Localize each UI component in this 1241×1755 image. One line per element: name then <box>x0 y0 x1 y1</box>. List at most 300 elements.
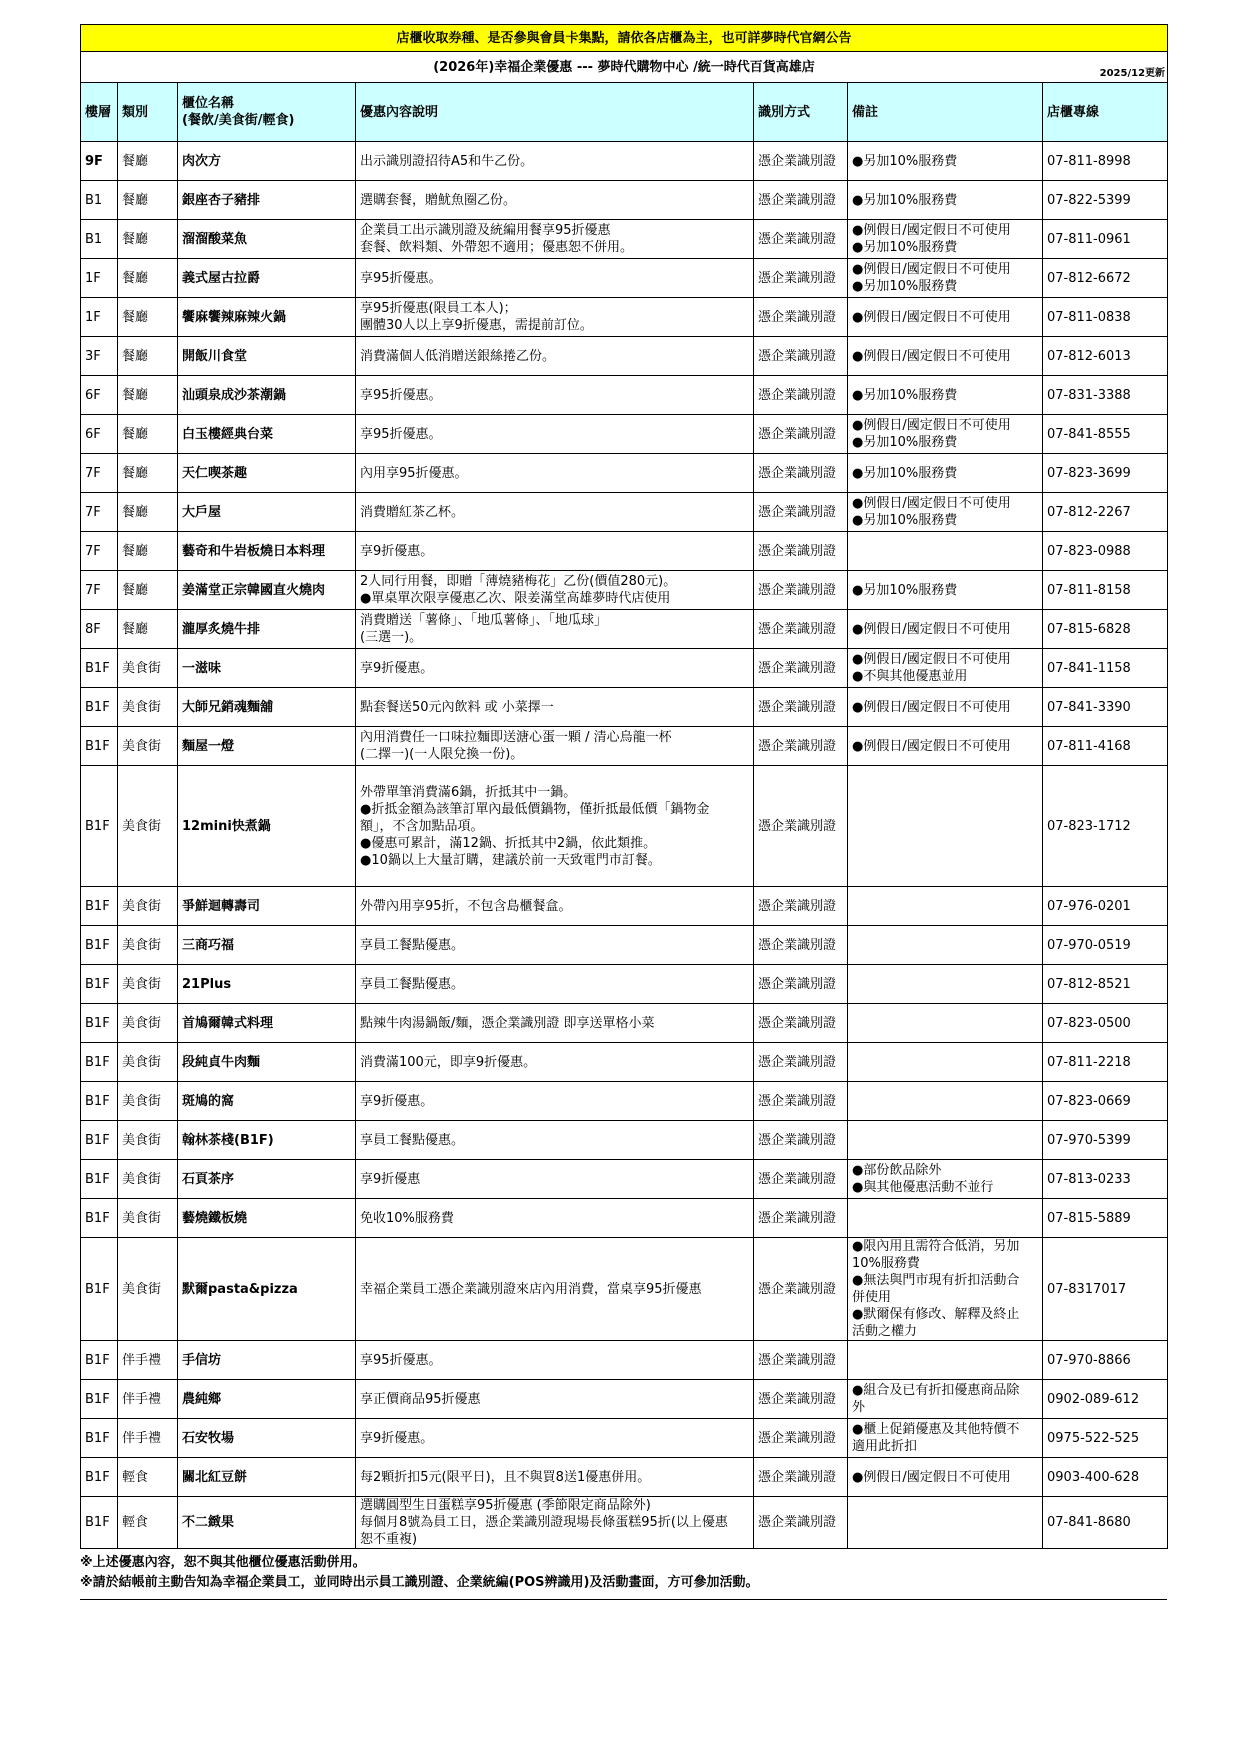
offer-cell <box>356 1043 754 1082</box>
remark-cell-line: ●無法與門市現有折扣活動合 <box>852 1273 1020 1288</box>
offer-cell <box>356 766 754 887</box>
method-cell: 憑企業識別證 <box>754 376 848 415</box>
floor-cell: B1F <box>81 649 118 688</box>
remark-cell-line: ●不與其他優惠並用 <box>852 669 968 684</box>
phone-cell: 07-831-3388 <box>1043 376 1168 415</box>
table-row <box>81 727 1168 766</box>
header-floor: 樓層 <box>81 83 118 142</box>
category-cell: 美食街 <box>118 1043 178 1082</box>
table-row <box>81 766 1168 887</box>
method-cell: 憑企業識別證 <box>754 493 848 532</box>
method-cell: 憑企業識別證 <box>754 1199 848 1238</box>
shop-name-cell: 關北紅豆餅 <box>178 1458 356 1497</box>
remark-cell-line: 併使用 <box>852 1290 892 1305</box>
offer-cell-line: 享95折優惠(限員工本人)； <box>360 301 517 316</box>
remark-cell <box>848 1341 1043 1380</box>
offer-cell-line: 享95折優惠。 <box>360 270 442 286</box>
remark-cell-line: ●另加10%服務費 <box>852 387 958 403</box>
category-cell: 美食街 <box>118 1160 178 1199</box>
offer-cell <box>356 887 754 926</box>
offer-cell <box>356 181 754 220</box>
remark-cell-line: ●例假日/國定假日不可使用 <box>852 652 1011 667</box>
offer-cell <box>356 298 754 337</box>
offer-cell <box>356 1380 754 1419</box>
table-row <box>81 1160 1168 1199</box>
method-cell: 憑企業識別證 <box>754 259 848 298</box>
phone-cell: 0975-522-525 <box>1043 1419 1168 1458</box>
offer-cell-line: 享員工餐點優惠。 <box>360 976 465 992</box>
shop-name-cell: 斑鳩的窩 <box>178 1082 356 1121</box>
offer-cell <box>356 493 754 532</box>
table-row <box>81 649 1168 688</box>
remark-cell-line: 外 <box>852 1400 866 1415</box>
offer-cell-line: 享9折優惠 <box>360 1171 421 1187</box>
offer-cell <box>356 1419 754 1458</box>
offer-cell-line: 選購套餐，贈魷魚圈乙份。 <box>360 192 517 208</box>
offer-cell <box>356 415 754 454</box>
table-row <box>81 1419 1168 1458</box>
phone-cell: 07-822-5399 <box>1043 181 1168 220</box>
shop-name-cell: 石安牧場 <box>178 1419 356 1458</box>
offer-cell <box>356 1082 754 1121</box>
category-cell: 伴手禮 <box>118 1419 178 1458</box>
category-cell: 伴手禮 <box>118 1341 178 1380</box>
category-cell: 伴手禮 <box>118 1380 178 1419</box>
remark-cell <box>848 259 1043 298</box>
updated-date: 2025/12更新 <box>1099 68 1166 79</box>
table-row <box>81 1043 1168 1082</box>
remark-cell-line: ●組合及已有折扣優惠商品除 <box>852 1383 1020 1398</box>
offer-cell-line: 額」，不含加點品項。 <box>360 818 484 834</box>
offer-cell-line: 每2顆折扣5元(限平日)，且不與買8送1優惠併用。 <box>360 1469 651 1485</box>
floor-cell: B1F <box>81 727 118 766</box>
remark-cell <box>848 298 1043 337</box>
floor-cell: 1F <box>81 298 118 337</box>
remark-cell-line: ●默爾保有修改、解釋及終止 <box>852 1307 1020 1322</box>
offer-cell <box>356 1121 754 1160</box>
table-header-row <box>81 83 1168 142</box>
remark-cell-line: ●另加10%服務費 <box>852 435 958 450</box>
method-cell: 憑企業識別證 <box>754 181 848 220</box>
remark-cell <box>848 1238 1043 1341</box>
floor-cell: B1F <box>81 1004 118 1043</box>
offer-cell <box>356 727 754 766</box>
floor-cell: B1F <box>81 688 118 727</box>
remark-cell-line: ●另加10%服務費 <box>852 153 958 169</box>
table-row <box>81 532 1168 571</box>
remark-cell <box>848 1199 1043 1238</box>
phone-cell: 07-811-2218 <box>1043 1043 1168 1082</box>
offer-cell-line: 免收10%服務費 <box>360 1210 454 1226</box>
remark-cell <box>848 610 1043 649</box>
offer-cell-line: 享員工餐點優惠。 <box>360 937 465 953</box>
phone-cell: 07-812-2267 <box>1043 493 1168 532</box>
floor-cell: 7F <box>81 532 118 571</box>
offer-cell <box>356 688 754 727</box>
remark-cell <box>848 181 1043 220</box>
offer-cell-line: 點套餐送50元內飲料 或 小菜擇一 <box>360 699 554 715</box>
table-row <box>81 298 1168 337</box>
floor-cell: 1F <box>81 259 118 298</box>
promotion-sheet <box>80 24 1167 1600</box>
category-cell: 美食街 <box>118 1082 178 1121</box>
floor-cell: B1F <box>81 1082 118 1121</box>
category-cell: 美食街 <box>118 926 178 965</box>
sheet-title <box>81 52 1168 83</box>
footnotes <box>80 1553 1167 1593</box>
floor-cell: 3F <box>81 337 118 376</box>
table-row <box>81 415 1168 454</box>
table-row <box>81 1121 1168 1160</box>
phone-cell: 07-970-0519 <box>1043 926 1168 965</box>
offer-cell <box>356 259 754 298</box>
shop-name-cell: 麵屋一燈 <box>178 727 356 766</box>
method-cell: 憑企業識別證 <box>754 926 848 965</box>
remark-cell <box>848 1497 1043 1549</box>
floor-cell: B1F <box>81 766 118 887</box>
floor-cell: B1 <box>81 181 118 220</box>
offer-cell-line: 享9折優惠。 <box>360 1093 434 1109</box>
table-row <box>81 337 1168 376</box>
header-phone: 店櫃專線 <box>1043 83 1168 142</box>
offer-cell-line: (三選一)。 <box>360 630 423 645</box>
method-cell: 憑企業識別證 <box>754 454 848 493</box>
category-cell: 餐廳 <box>118 142 178 181</box>
table-row <box>81 493 1168 532</box>
method-cell: 憑企業識別證 <box>754 571 848 610</box>
method-cell: 憑企業識別證 <box>754 965 848 1004</box>
offer-cell-line: 幸福企業員工憑企業識別證來店內用消費，當桌享95折優惠 <box>360 1281 702 1297</box>
method-cell: 憑企業識別證 <box>754 220 848 259</box>
remark-cell <box>848 376 1043 415</box>
floor-cell: B1F <box>81 1458 118 1497</box>
remark-cell-line: ●例假日/國定假日不可使用 <box>852 738 1011 754</box>
shop-name-cell: 默爾pasta&pizza <box>178 1238 356 1341</box>
remark-cell-line: ●另加10%服務費 <box>852 240 958 255</box>
table-row <box>81 1341 1168 1380</box>
method-cell: 憑企業識別證 <box>754 1419 848 1458</box>
remark-cell <box>848 887 1043 926</box>
offer-cell-line: 消費滿個人低消贈送銀絲捲乙份。 <box>360 348 556 364</box>
shop-name-cell: 首鳩爾韓式料理 <box>178 1004 356 1043</box>
table-row <box>81 454 1168 493</box>
remark-cell-line: ●例假日/國定假日不可使用 <box>852 262 1011 277</box>
floor-cell: B1F <box>81 1199 118 1238</box>
shop-name-cell: 姜滿堂正宗韓國直火燒肉 <box>178 571 356 610</box>
phone-cell: 07-815-6828 <box>1043 610 1168 649</box>
remark-cell <box>848 649 1043 688</box>
method-cell: 憑企業識別證 <box>754 610 848 649</box>
offer-cell <box>356 610 754 649</box>
category-cell: 美食街 <box>118 965 178 1004</box>
table-row <box>81 926 1168 965</box>
offer-cell <box>356 532 754 571</box>
table-row <box>81 1199 1168 1238</box>
shop-name-cell: 一滋味 <box>178 649 356 688</box>
offer-cell <box>356 965 754 1004</box>
shop-name-cell: 三商巧福 <box>178 926 356 965</box>
phone-cell: 07-841-8555 <box>1043 415 1168 454</box>
offer-cell-line: 點辣牛肉湯鍋飯/麵，憑企業識別證 即享送單格小菜 <box>360 1015 655 1031</box>
shop-name-cell: 溜溜酸菜魚 <box>178 220 356 259</box>
remark-cell <box>848 493 1043 532</box>
category-cell: 餐廳 <box>118 454 178 493</box>
shop-name-cell: 翰林茶棧(B1F) <box>178 1121 356 1160</box>
remark-cell <box>848 1043 1043 1082</box>
table-row <box>81 1497 1168 1549</box>
category-cell: 餐廳 <box>118 298 178 337</box>
floor-cell: B1F <box>81 1341 118 1380</box>
offer-cell-line: ●優惠可累計，滿12鍋、折抵其中2鍋，依此類推。 <box>360 835 657 851</box>
table-row <box>81 1458 1168 1497</box>
method-cell: 憑企業識別證 <box>754 1160 848 1199</box>
offer-cell <box>356 1199 754 1238</box>
phone-cell: 07-823-0500 <box>1043 1004 1168 1043</box>
phone-cell: 07-823-3699 <box>1043 454 1168 493</box>
offer-cell-line: ●10鍋以上大量訂購，建議於前一天致電門市訂餐。 <box>360 852 661 868</box>
offer-cell <box>356 1004 754 1043</box>
offer-cell-line: 享員工餐點優惠。 <box>360 1132 465 1148</box>
shop-name-cell: 爭鮮迴轉壽司 <box>178 887 356 926</box>
shop-name-cell: 12mini快煮鍋 <box>178 766 356 887</box>
offer-cell <box>356 1341 754 1380</box>
floor-cell: B1F <box>81 1043 118 1082</box>
category-cell: 餐廳 <box>118 610 178 649</box>
category-cell: 美食街 <box>118 649 178 688</box>
phone-cell: 07-976-0201 <box>1043 887 1168 926</box>
remark-cell <box>848 926 1043 965</box>
remark-cell-line: ●例假日/國定假日不可使用 <box>852 496 1011 511</box>
offer-cell-line: 出示識別證招待A5和牛乙份。 <box>360 153 534 169</box>
remark-cell <box>848 965 1043 1004</box>
remark-cell-line: ●另加10%服務費 <box>852 582 958 598</box>
floor-cell: B1F <box>81 887 118 926</box>
category-cell: 輕食 <box>118 1497 178 1549</box>
floor-cell: B1F <box>81 1380 118 1419</box>
offer-cell <box>356 649 754 688</box>
category-cell: 美食街 <box>118 1199 178 1238</box>
shop-name-cell: 農純鄉 <box>178 1380 356 1419</box>
method-cell: 憑企業識別證 <box>754 1043 848 1082</box>
shop-name-cell: 義式屋古拉爵 <box>178 259 356 298</box>
method-cell: 憑企業識別證 <box>754 1082 848 1121</box>
offer-cell-line: 外帶內用享95折，不包含島櫃餐盒。 <box>360 898 572 914</box>
floor-cell: B1F <box>81 1419 118 1458</box>
shop-name-cell: 大師兄銷魂麵舖 <box>178 688 356 727</box>
offer-cell-line: 消費贈送「薯條」、「地瓜薯條」、「地瓜球」 <box>360 613 608 628</box>
header-name-line1: 櫃位名稱 <box>182 96 235 111</box>
offer-cell <box>356 1160 754 1199</box>
phone-cell: 07-823-1712 <box>1043 766 1168 887</box>
remark-cell <box>848 1121 1043 1160</box>
offer-cell <box>356 142 754 181</box>
remark-cell <box>848 1160 1043 1199</box>
offer-cell <box>356 337 754 376</box>
table-row <box>81 688 1168 727</box>
category-cell: 美食街 <box>118 1004 178 1043</box>
floor-cell: 7F <box>81 493 118 532</box>
offer-cell-line: 享正價商品95折優惠 <box>360 1391 481 1407</box>
method-cell: 憑企業識別證 <box>754 649 848 688</box>
category-cell: 餐廳 <box>118 220 178 259</box>
category-cell: 餐廳 <box>118 493 178 532</box>
phone-cell: 07-811-8998 <box>1043 142 1168 181</box>
remark-cell <box>848 1082 1043 1121</box>
shop-name-cell: 饗麻饗辣麻辣火鍋 <box>178 298 356 337</box>
category-cell: 餐廳 <box>118 259 178 298</box>
table-row <box>81 259 1168 298</box>
table-row <box>81 376 1168 415</box>
header-remark: 備註 <box>848 83 1043 142</box>
phone-cell: 07-823-0988 <box>1043 532 1168 571</box>
header-method: 識別方式 <box>754 83 848 142</box>
table-row <box>81 887 1168 926</box>
offer-cell-line: 享9折優惠。 <box>360 660 434 676</box>
offer-cell <box>356 926 754 965</box>
bottom-divider <box>80 1599 1167 1600</box>
offer-cell <box>356 1458 754 1497</box>
shop-name-cell: 段純貞牛肉麵 <box>178 1043 356 1082</box>
phone-cell: 07-970-5399 <box>1043 1121 1168 1160</box>
shop-name-cell: 藝燒鐵板燒 <box>178 1199 356 1238</box>
shop-name-cell: 瀧厚炙燒牛排 <box>178 610 356 649</box>
sheet-title-text: (2026年)幸福企業優惠 --- 夢時代購物中心 /統一時代百貨高雄店 <box>433 59 815 75</box>
remark-cell <box>848 688 1043 727</box>
offer-cell-line: (二擇一)(一人限兌換一份)。 <box>360 747 524 762</box>
offer-cell-line: ●單桌單次限享優惠乙次、限姜滿堂高雄夢時代店使用 <box>360 591 671 606</box>
floor-cell: 7F <box>81 571 118 610</box>
method-cell: 憑企業識別證 <box>754 1121 848 1160</box>
shop-name-cell: 藝奇和牛岩板燒日本料理 <box>178 532 356 571</box>
phone-cell: 07-811-8158 <box>1043 571 1168 610</box>
table-row <box>81 610 1168 649</box>
offer-cell <box>356 376 754 415</box>
remark-cell <box>848 1419 1043 1458</box>
remark-cell <box>848 1458 1043 1497</box>
method-cell: 憑企業識別證 <box>754 1238 848 1341</box>
phone-cell: 07-841-8680 <box>1043 1497 1168 1549</box>
remark-cell-line: 10%服務費 <box>852 1256 920 1271</box>
method-cell: 憑企業識別證 <box>754 1458 848 1497</box>
remark-cell-line: ●與其他優惠活動不並行 <box>852 1180 994 1195</box>
offer-cell-line: 消費滿100元，即享9折優惠。 <box>360 1054 537 1070</box>
offer-cell-line: 2人同行用餐，即贈「薄燒豬梅花」乙份(價值280元)。 <box>360 574 677 589</box>
category-cell: 美食街 <box>118 887 178 926</box>
table-row <box>81 220 1168 259</box>
remark-cell <box>848 454 1043 493</box>
offer-cell-line: 選購圓型生日蛋糕享95折優惠 (季節限定商品除外) <box>360 1498 651 1513</box>
footnote: ※上述優惠內容，恕不與其他櫃位優惠活動併用。 <box>80 1555 366 1570</box>
offer-cell <box>356 454 754 493</box>
phone-cell: 07-812-6013 <box>1043 337 1168 376</box>
category-cell: 美食街 <box>118 1238 178 1341</box>
floor-cell: 6F <box>81 415 118 454</box>
remark-cell-line: ●另加10%服務費 <box>852 192 958 208</box>
shop-name-cell: 天仁喫茶趣 <box>178 454 356 493</box>
remark-cell-line: 適用此折扣 <box>852 1439 918 1454</box>
remark-cell <box>848 532 1043 571</box>
phone-cell: 0903-400-628 <box>1043 1458 1168 1497</box>
shop-name-cell: 銀座杏子豬排 <box>178 181 356 220</box>
phone-cell: 07-812-8521 <box>1043 965 1168 1004</box>
table-row <box>81 1380 1168 1419</box>
offer-cell-line: 享9折優惠。 <box>360 1430 434 1446</box>
offer-cell-line: 企業員工出示識別證及統編用餐享95折優惠 <box>360 223 611 238</box>
remark-cell <box>848 571 1043 610</box>
category-cell: 餐廳 <box>118 415 178 454</box>
remark-cell-line: ●例假日/國定假日不可使用 <box>852 223 1011 238</box>
remark-cell <box>848 415 1043 454</box>
table-row <box>81 1082 1168 1121</box>
table-row <box>81 965 1168 1004</box>
offer-cell-line: 恕不重複) <box>360 1532 418 1547</box>
floor-cell: 7F <box>81 454 118 493</box>
header-name-line2: (餐飲/美食街/輕食) <box>182 113 295 128</box>
floor-cell: B1F <box>81 1160 118 1199</box>
offer-cell-line: 套餐、飲料類、外帶恕不適用；優惠恕不併用。 <box>360 240 634 255</box>
phone-cell: 07-841-3390 <box>1043 688 1168 727</box>
remark-cell <box>848 220 1043 259</box>
floor-cell: B1F <box>81 1121 118 1160</box>
floor-cell: B1F <box>81 926 118 965</box>
method-cell: 憑企業識別證 <box>754 532 848 571</box>
offer-cell-line: ●折抵金額為該筆訂單內最低價鍋物，僅折抵最低價「鍋物金 <box>360 801 710 817</box>
phone-cell: 07-812-6672 <box>1043 259 1168 298</box>
floor-cell: B1 <box>81 220 118 259</box>
phone-cell: 07-813-0233 <box>1043 1160 1168 1199</box>
remark-cell-line: 活動之權力 <box>852 1324 918 1339</box>
phone-cell: 07-815-5889 <box>1043 1199 1168 1238</box>
shop-name-cell: 白玉樓經典台菜 <box>178 415 356 454</box>
offer-table <box>80 24 1168 1549</box>
floor-cell: B1F <box>81 1497 118 1549</box>
offer-cell-line: 消費贈紅茶乙杯。 <box>360 504 465 520</box>
category-cell: 餐廳 <box>118 181 178 220</box>
method-cell: 憑企業識別證 <box>754 298 848 337</box>
method-cell: 憑企業識別證 <box>754 1380 848 1419</box>
floor-cell: 6F <box>81 376 118 415</box>
shop-name-cell: 大戶屋 <box>178 493 356 532</box>
offer-cell-line: 享95折優惠。 <box>360 426 442 442</box>
table-row <box>81 571 1168 610</box>
method-cell: 憑企業識別證 <box>754 142 848 181</box>
phone-cell: 07-811-4168 <box>1043 727 1168 766</box>
method-cell: 憑企業識別證 <box>754 688 848 727</box>
shop-name-cell: 手信坊 <box>178 1341 356 1380</box>
phone-cell: 07-8317017 <box>1043 1238 1168 1341</box>
category-cell: 美食街 <box>118 688 178 727</box>
remark-cell <box>848 1380 1043 1419</box>
shop-name-cell: 開飯川食堂 <box>178 337 356 376</box>
table-row <box>81 181 1168 220</box>
header-name <box>178 83 356 142</box>
remark-cell-line: ●例假日/國定假日不可使用 <box>852 699 1011 715</box>
remark-cell-line: ●另加10%服務費 <box>852 513 958 528</box>
remark-cell-line: ●另加10%服務費 <box>852 279 958 294</box>
offer-cell <box>356 1497 754 1549</box>
remark-cell-line: ●另加10%服務費 <box>852 465 958 481</box>
notice-banner: 店櫃收取券種、是否參與會員卡集點，請依各店櫃為主，也可詳夢時代官網公告 <box>81 25 1168 52</box>
table-row <box>81 142 1168 181</box>
header-category: 類別 <box>118 83 178 142</box>
method-cell: 憑企業識別證 <box>754 1004 848 1043</box>
method-cell: 憑企業識別證 <box>754 337 848 376</box>
remark-cell <box>848 337 1043 376</box>
offer-cell-line: 內用消費任一口味拉麵即送溏心蛋一顆 / 清心烏龍一杯 <box>360 730 672 745</box>
offer-cell <box>356 1238 754 1341</box>
remark-cell-line: ●部份飲品除外 <box>852 1163 942 1178</box>
header-offer: 優惠內容說明 <box>356 83 754 142</box>
